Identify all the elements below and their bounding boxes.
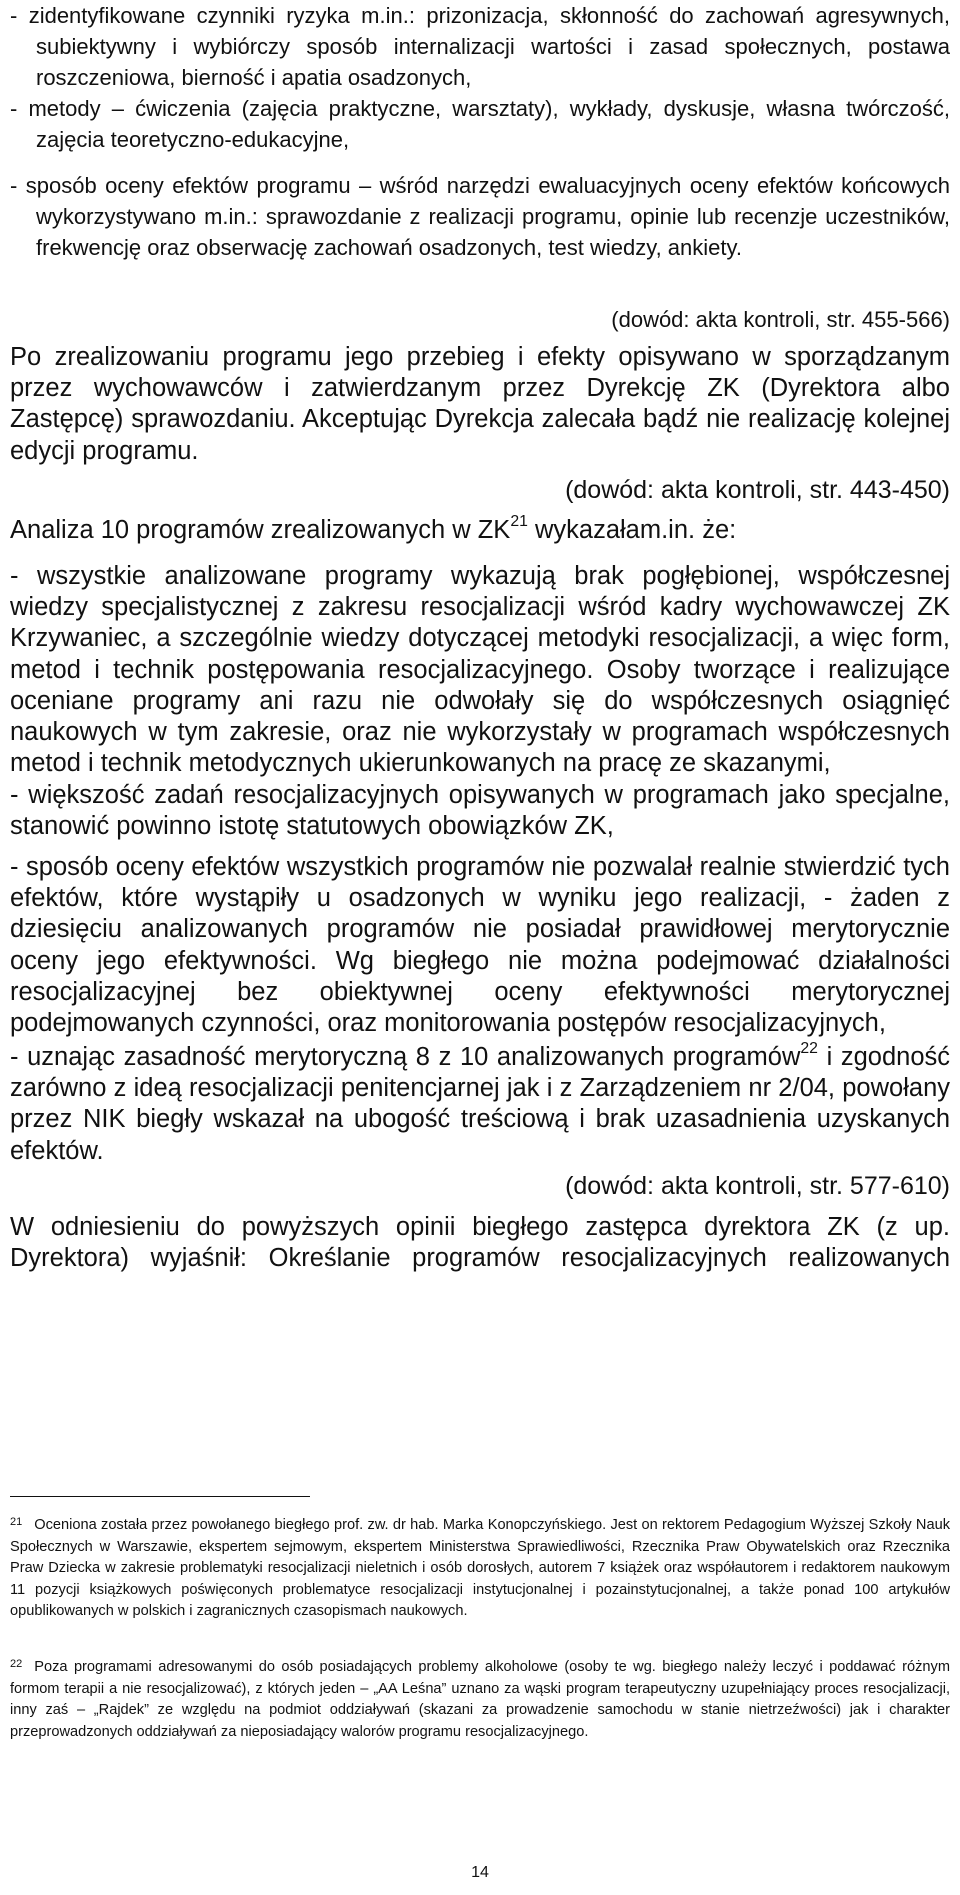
evidence-reference: (dowód: akta kontroli, str. 443-450): [565, 476, 950, 504]
footnote-ref-21[interactable]: 21: [510, 513, 528, 531]
finding-text: - uznając zasadność merytoryczną 8 z 10 analizowanych programów: [10, 1043, 801, 1071]
footnote-text: Poza programami adresowanymi do osób posiadających problemy alkoholowe (osoby te wg. biegłego należy leczyć i poddawać różnym formom terapii a nie resocjalizować), z których jeden – „AA Leśna” uznano za wąski program terapeutyczny uzupełniający proces resocjalizacji, inny zaś – „Rajdek” ze względu na podmiot oddziaływań (skazani za prowadzenie samochodu w stanie nietrzeźwości) jak i charakter przeprowadzonych oddziaływań za nieposiadający walorów programu resocjalizacyjnego.: [10, 1659, 950, 1740]
list-item-methods: - metody – ćwiczenia (zajęcia praktyczne, warsztaty), wykłady, dyskusje, własna twórczość, zajęcia teoretyczno-edukacyjne,: [10, 96, 950, 152]
finding-text-end: i zgodność zarówno z ideą resocjalizacji penitencjarnej jak i z Zarządzeniem nr 2/04, powołany przez NIK biegły wskazał na ubogość treściową i brak uzasadnienia uzyskanych efektów.: [10, 1043, 951, 1165]
analysis-intro: [10, 515, 950, 546]
footnote-21: [10, 1512, 950, 1623]
list-item-evaluation: - sposób oceny efektów programu – wśród narzędzi ewaluacyjnych oceny efektów końcowych wykorzystywano m.in.: sprawozdanie z realizacji programu, opinie lub recenzje uczestników, frekwencję oraz obserwację zachowań osadzonych, test wiedzy, ankiety.: [10, 173, 950, 260]
footnote-ref-22[interactable]: 22: [800, 1040, 818, 1058]
footnote-separator: [10, 1496, 310, 1497]
evidence-reference: (dowód: akta kontroli, str. 455-566): [611, 307, 950, 332]
list-item-risk-factors: - zidentyfikowane czynniki ryzyka m.in.: prizonizacja, skłonność do zachowań agresywnych, subiektywny i wybiórczy sposób internalizacji wartości i zasad społecznych, postawa roszczeniowa, bierność i apatia osadzonych,: [10, 3, 950, 90]
footnote-mark: 22: [10, 1658, 23, 1670]
footnote-22: [10, 1654, 950, 1743]
finding-item: [10, 1042, 950, 1167]
finding-item: - sposób oceny efektów wszystkich programów nie pozwalał realnie stwierdzić tych efektów, które wystąpiły u osadzonych w wyniku jego realizacji, - żaden z dziesięciu analizowanych programów nie posiadał prawidłowej merytorycznie oceny jego efektywności. Wg biegłego nie można podejmować działalności resocjalizacyjnej bez obiektywnej oceny efektywności merytorycznej podejmowanych czynności, oraz monitorowania postępów resocjalizacyjnych,: [10, 853, 950, 1038]
finding-item: - wszystkie analizowane programy wykazują brak pogłębionej, współczesnej wiedzy specjalistycznej z zakresu resocjalizacji wśród kadry wychowawczej ZK Krzywaniec, a szczególnie wiedzy dotyczącej metodyki resocjalizacji, a więc form, metod i technik postępowania resocjalizacyjnego. Osoby tworzące i realizujące oceniane programy ani razu nie odwołały się do współczesnych osiągnięć naukowych w tym zakresie, oraz nie wykorzystały w programach współczesnych metod i technik metodycznych ukierunkowanych na pracę ze skazanymi,: [10, 562, 950, 778]
evidence-reference: (dowód: akta kontroli, str. 577-610): [565, 1172, 950, 1200]
page-number: 14: [471, 1864, 489, 1881]
footnote-text: Oceniona została przez powołanego biegłego prof. zw. dr hab. Marka Konopczyńskiego. Jest on rektorem Pedagogium Wyższej Szkoły Nauk Społecznych w Warszawie, ekspertem sejmowym, ekspertem Ministerstwa Sprawiedliwości, Rzecznika Praw Obywatelskich oraz Rzecznika Praw Dziecka w zakresie problematyki resocjalizacji nieletnich i osób dorosłych, autorem 7 książek oraz współautorem i redaktorem naukowym 11 pozycji książkowych poświęconych problematyce resocjalizacji instytucjonalnej i pozainstytucjonalnej, a także ponad 100 artykułów opublikowanych w polskich i zagranicznych czasopismach naukowych.: [10, 1517, 950, 1619]
analysis-intro-text: Analiza 10 programów zrealizowanych w ZK: [10, 516, 511, 544]
analysis-intro-text-end: wykazałam.in. że:: [527, 516, 737, 544]
footnote-mark: 21: [10, 1516, 23, 1528]
paragraph-deputy: W odniesieniu do powyższych opinii biegłego zastępca dyrektora ZK (z up. Dyrektora) wyjaśnił: Określanie programów resocjalizacyjnych realizowanych: [10, 1213, 950, 1273]
finding-item: - większość zadań resocjalizacyjnych opisywanych w programach jako specjalne, stanowić powinno istotę statutowych obowiązków ZK,: [10, 781, 950, 841]
paragraph-report: Po zrealizowaniu programu jego przebieg i efekty opisywano w sporządzanym przez wychowawców i zatwierdzanym przez Dyrekcję ZK (Dyrektora albo Zastępcę) sprawozdaniu. Akceptując Dyrekcja zalecała bądź nie realizację kolejnej edycji programu.: [10, 343, 950, 465]
